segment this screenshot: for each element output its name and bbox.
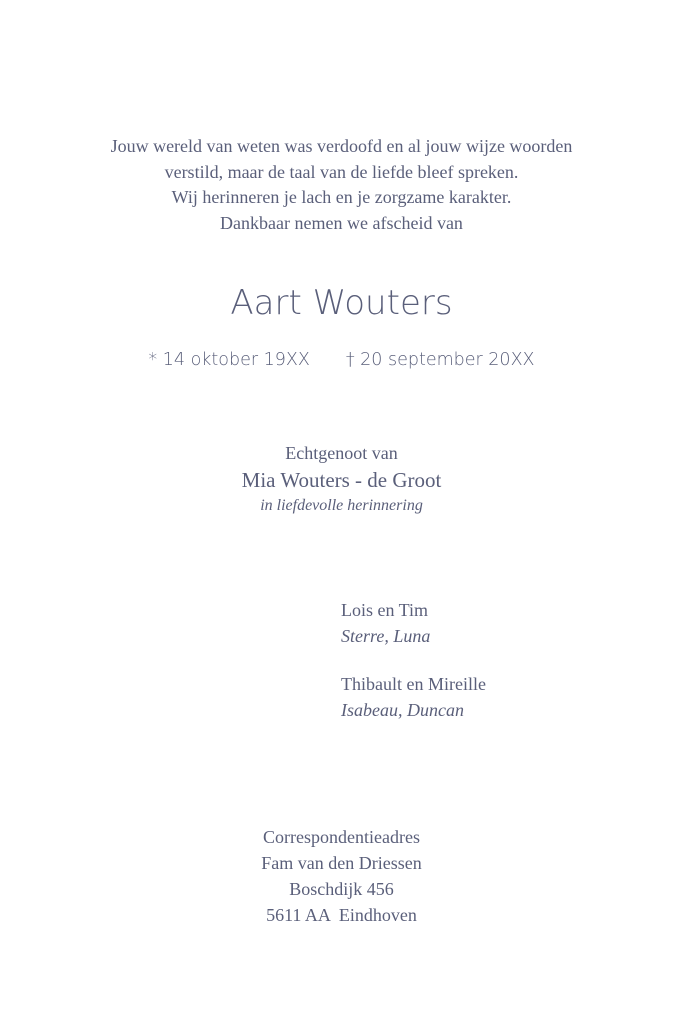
poem-line: Dankbaar nemen we afscheid van [220,212,463,233]
death-date: † 20 september 20XX [345,350,535,370]
poem [0,134,683,236]
spouse-label: Echtgenoot van [285,443,398,463]
poem-line: Wij herinneren je lach en je zorgzame karakter. [171,187,512,207]
life-dates [0,350,683,370]
address-line: Fam van den Driessen [261,853,422,873]
poem-line: Jouw wereld van weten was verdoofd en al jouw wijze woorden [110,136,573,156]
birth-date: * 14 oktober 19XX [148,350,310,370]
grandchildren-names: Isabeau, Duncan [341,700,464,720]
spouse-note: in liefdevolle herinnering [260,497,423,514]
poem-line: verstild, maar de taal van de liefde bleef spreken. [164,161,519,182]
child-names: Lois en Tim [341,600,429,620]
correspondence-address [0,824,683,928]
spouse-block [0,440,683,518]
spouse-name: Mia Wouters - de Groot [241,468,442,492]
children-list [341,597,486,745]
child-names: Thibault en Mireille [341,674,486,694]
address-line: 5611 AA Eindhoven [266,905,417,925]
address-line: Boschdijk 456 [289,879,394,899]
deceased-name: Aart Wouters [230,283,453,323]
address-line: Correspondentieadres [263,827,420,847]
family-entry [341,671,486,723]
grandchildren-names: Sterre, Luna [341,626,431,646]
family-entry [341,597,486,649]
